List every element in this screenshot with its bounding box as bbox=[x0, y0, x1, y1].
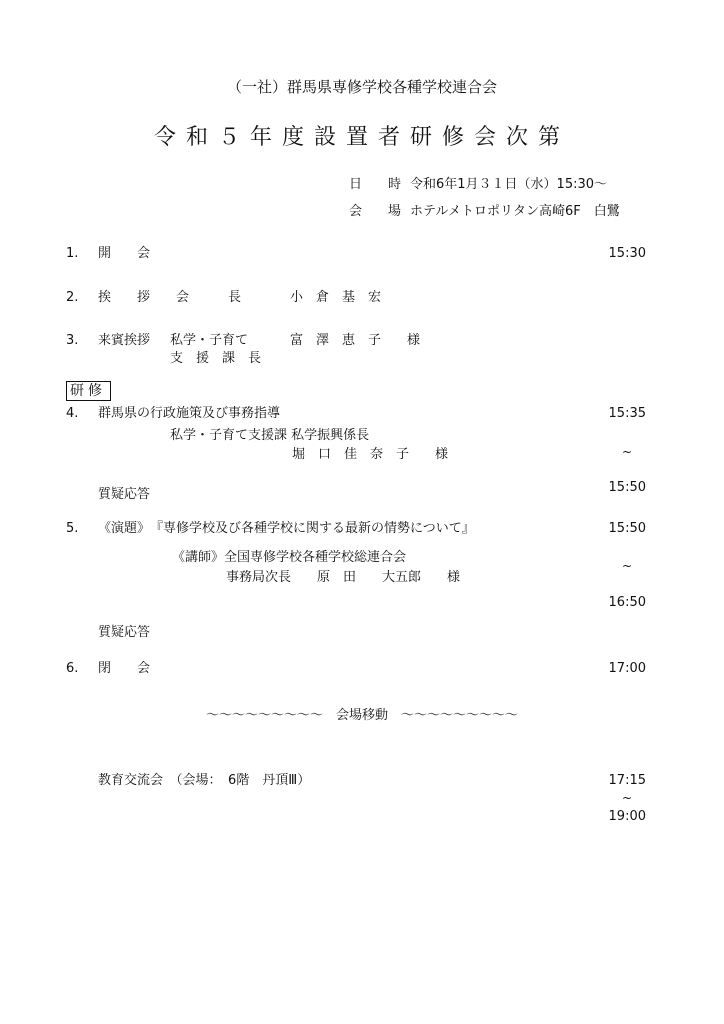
reception-time-start: 17:15 bbox=[608, 773, 646, 788]
item-person: 富 澤 恵 子 様 bbox=[290, 333, 421, 348]
item-label: 《演題》 『専修学校及び各種学校に関する最新の情勢について』 bbox=[98, 521, 475, 536]
item-number: 1. bbox=[66, 246, 79, 261]
date-value: 令和6年1月３１日（水）15:30～ bbox=[410, 177, 608, 192]
item-person: 堀 口 佳 奈 子 様 bbox=[292, 447, 449, 462]
venue-label: 会 場 bbox=[349, 204, 402, 219]
reception-label: 教育交流会 （会場： 6階 丹頂Ⅲ） bbox=[98, 773, 311, 788]
item-number: 6. bbox=[66, 661, 79, 676]
item-time: 15:30 bbox=[608, 246, 646, 261]
lecturer-person: 事務局次長 原 田 大五郎 様 bbox=[226, 570, 461, 585]
item-role: 支 援 課 長 bbox=[170, 351, 262, 366]
venue-value: ホテルメトロポリタン高崎6F 白鷺 bbox=[410, 204, 620, 219]
item-time-end: 16:50 bbox=[608, 595, 646, 610]
item-label: 群馬県の行政施策及び事務指導 bbox=[98, 406, 281, 421]
item-number: 2. bbox=[66, 290, 79, 305]
qa-label: 質疑応答 bbox=[98, 625, 151, 640]
time-range-tilde: ~ bbox=[622, 791, 633, 805]
venue-transition: ～～～～～～～～～ 会場移動 ～～～～～～～～～ bbox=[205, 708, 518, 723]
time-range-tilde: ~ bbox=[622, 559, 633, 573]
item-time-start: 15:35 bbox=[608, 406, 646, 421]
date-label: 日 時 bbox=[349, 177, 402, 192]
item-number: 4. bbox=[66, 406, 79, 421]
item-label: 来賓挨拶 bbox=[98, 333, 151, 348]
page-title: 令和５年度設置者研修会次第 bbox=[153, 125, 570, 150]
item-time-end: 15:50 bbox=[608, 480, 646, 495]
reception-time-end: 19:00 bbox=[608, 809, 646, 824]
section-heading: 研修 bbox=[66, 381, 111, 401]
item-label: 閉 会 bbox=[98, 661, 151, 676]
qa-label: 質疑応答 bbox=[98, 487, 151, 502]
item-dept: 私学・子育て支援課 私学振興係長 bbox=[170, 428, 370, 443]
organization-name: （一社）群馬県専修学校各種学校連合会 bbox=[226, 78, 497, 96]
item-time-start: 15:50 bbox=[608, 521, 646, 536]
item-number: 3. bbox=[66, 333, 79, 348]
item-role: 私学・子育て bbox=[170, 333, 249, 348]
item-time: 17:00 bbox=[608, 661, 646, 676]
item-label: 挨 拶 会 長 bbox=[98, 290, 242, 305]
item-person: 小 倉 基 宏 bbox=[290, 290, 382, 305]
item-label: 開 会 bbox=[98, 246, 151, 261]
time-range-tilde: ~ bbox=[622, 445, 633, 459]
lecturer-org: 《講師》全国専修学校各種学校総連合会 bbox=[172, 550, 407, 565]
item-number: 5. bbox=[66, 521, 79, 536]
